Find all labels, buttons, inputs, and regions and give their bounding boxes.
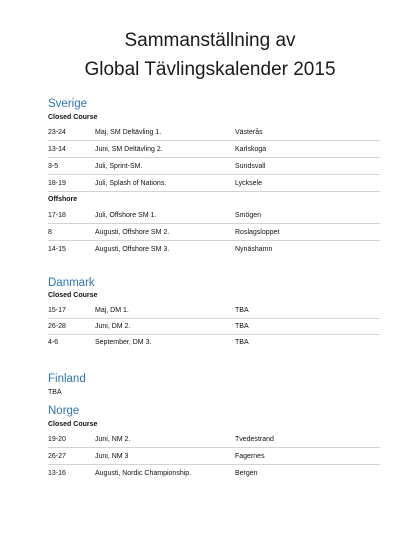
event-name: September, DM 3. xyxy=(95,339,152,346)
event-date: 18-19 xyxy=(48,180,66,187)
event-location: TBA xyxy=(235,339,249,346)
table-row xyxy=(48,179,378,188)
row-divider xyxy=(48,240,380,241)
table-row xyxy=(48,435,378,444)
country-heading-norge: Norge xyxy=(48,405,80,417)
event-name: Juli, Offshore SM 1. xyxy=(95,212,157,219)
event-date: 8 xyxy=(48,229,52,236)
event-location: Bergen xyxy=(235,470,258,477)
event-name: Juni, SM Deltävling 2. xyxy=(95,146,163,153)
subheading-sverige-offshore: Offshore xyxy=(48,196,78,203)
table-row xyxy=(48,452,378,461)
event-location: Tvedestrand xyxy=(235,436,274,443)
event-date: 15-17 xyxy=(48,307,66,314)
event-location: Sundsvall xyxy=(235,163,266,170)
country-heading-danmark: Danmark xyxy=(48,277,95,289)
table-row xyxy=(48,228,378,237)
event-date: 3-5 xyxy=(48,163,59,170)
event-date: 4-6 xyxy=(48,339,59,346)
event-name: Juni, NM 3 xyxy=(95,453,129,460)
event-name: Juli, Splash of Nations. xyxy=(95,180,167,187)
row-divider xyxy=(48,318,380,319)
event-date: 13-14 xyxy=(48,146,66,153)
document-title-line-1: Sammanställning av xyxy=(124,30,296,51)
event-date: 26-28 xyxy=(48,323,66,330)
table-row xyxy=(48,245,378,254)
row-divider xyxy=(48,191,380,192)
event-name: Augusti, Offshore SM 2. xyxy=(95,229,170,236)
event-name: Juni, DM 2. xyxy=(95,323,131,330)
event-name: Augusti, Nordic Championship. xyxy=(95,470,192,477)
subheading-danmark-closed-course: Closed Course xyxy=(48,292,98,299)
event-location: Nynäshamn xyxy=(235,246,273,253)
event-location: TBA xyxy=(235,323,249,330)
table-row xyxy=(48,211,378,220)
finland-note: TBA xyxy=(48,389,62,396)
subheading-norge-closed-course: Closed Course xyxy=(48,421,98,428)
event-name: Juli, Sprint-SM. xyxy=(95,163,143,170)
row-divider xyxy=(48,157,380,158)
event-location: TBA xyxy=(235,307,249,314)
row-divider xyxy=(48,223,380,224)
event-location: Fagernes xyxy=(235,453,265,460)
table-row xyxy=(48,322,378,331)
row-divider xyxy=(48,334,380,335)
event-name: Maj, SM Deltävling 1. xyxy=(95,129,162,136)
table-row xyxy=(48,306,378,315)
event-name: Juni, NM 2. xyxy=(95,436,131,443)
event-location: Roslagsloppet xyxy=(235,229,280,236)
event-location: Västerås xyxy=(235,129,263,136)
row-divider xyxy=(48,174,380,175)
table-row xyxy=(48,128,378,137)
document-title-line-2: Global Tävlingskalender 2015 xyxy=(84,59,336,80)
event-location: Smögen xyxy=(235,212,262,219)
event-date: 17-18 xyxy=(48,212,66,219)
row-divider xyxy=(48,464,380,465)
row-divider xyxy=(48,447,380,448)
event-location: Lycksele xyxy=(235,180,262,187)
table-row xyxy=(48,145,378,154)
event-name: Maj, DM 1. xyxy=(95,307,129,314)
event-date: 26-27 xyxy=(48,453,66,460)
event-date: 19-20 xyxy=(48,436,66,443)
country-heading-finland: Finland xyxy=(48,373,86,385)
subheading-sverige-closed-course: Closed Course xyxy=(48,114,98,121)
event-date: 14-15 xyxy=(48,246,66,253)
table-row xyxy=(48,469,378,478)
event-location: Karlskoga xyxy=(235,146,267,153)
event-date: 13-16 xyxy=(48,470,66,477)
row-divider xyxy=(48,140,380,141)
table-row xyxy=(48,338,378,347)
event-name: Augusti, Offshore SM 3. xyxy=(95,246,170,253)
table-row xyxy=(48,162,378,171)
country-heading-sverige: Sverige xyxy=(48,98,87,110)
event-date: 23-24 xyxy=(48,129,66,136)
